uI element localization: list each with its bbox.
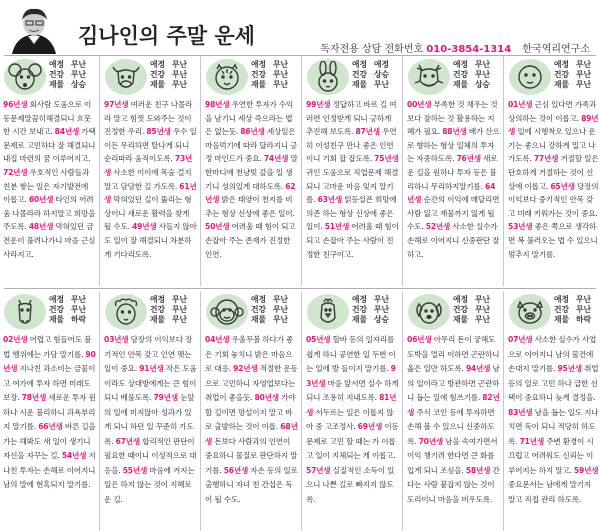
- zodiac-cell-monkey: [202, 291, 300, 531]
- entry-text: 막혀있던 금전운이 풀려나가니 마음 근심 사라지고.: [3, 222, 96, 259]
- label-love: 애정: [453, 60, 469, 69]
- birth-year: 76년생: [456, 154, 481, 164]
- column-divider: [402, 291, 403, 531]
- cell-header: [202, 56, 300, 96]
- cell-header: [505, 56, 600, 96]
- birth-year: 86년생: [240, 127, 265, 137]
- entry-text: 남을 돕는 일도 지나치면 독이 되니 적당히 하도록.: [508, 407, 599, 446]
- birth-year: 73년생: [104, 154, 193, 177]
- label-wealth: 재물: [453, 80, 469, 89]
- birth-year: 07년생: [508, 335, 533, 344]
- zodiac-cell-dragon: [404, 56, 502, 286]
- love-value: 애정: [374, 60, 390, 69]
- wealth-value: 상승: [71, 80, 87, 89]
- fortune-box: [554, 60, 600, 90]
- entry-text: 할바 등의 일자리를 쉽게 하니 공연한 일 두번 이는 일에 방 들이지 말기를.: [306, 335, 396, 373]
- label-health: 건강: [352, 70, 368, 79]
- birth-year: 01년생: [508, 100, 533, 109]
- entry-text: 새로운 투자 원하나 시운 불리하니 과욕부리지 말기를.: [3, 393, 96, 431]
- label-wealth: 재물: [150, 80, 166, 89]
- page-header: [0, 0, 600, 56]
- label-love: 애정: [251, 295, 267, 304]
- fortune-text: [3, 333, 96, 493]
- wealth-value: 무난: [172, 80, 188, 89]
- love-value: 무난: [273, 60, 289, 69]
- zodiac-cell-sheep: [101, 291, 199, 531]
- dog-icon: [408, 294, 450, 330]
- label-health: 건강: [49, 305, 65, 314]
- column-divider: [402, 56, 403, 286]
- label-health: 건강: [49, 70, 65, 79]
- fortune-text: [104, 333, 197, 507]
- label-love: 애정: [352, 295, 368, 304]
- birth-year: 72년생: [3, 167, 28, 177]
- entry-text: 마음에 겨지는 일은 하지 않는 것이 지혜로운 길.: [104, 465, 195, 504]
- birth-year: 55년생: [122, 465, 148, 475]
- zodiac-cell-dog: [404, 291, 502, 531]
- birth-year: 04년생: [205, 335, 230, 344]
- label-health: 건강: [150, 305, 166, 314]
- page-title: 김나인의 주말 운세: [78, 24, 255, 48]
- birth-year: 68년생: [205, 422, 298, 446]
- fortune-box: [150, 60, 197, 90]
- label-wealth: 재물: [251, 80, 267, 89]
- label-love: 애정: [554, 60, 570, 69]
- birth-year: 69년생: [357, 422, 383, 431]
- column-divider: [200, 291, 201, 531]
- cell-header: [101, 56, 199, 96]
- zodiac-cell-rabbit: [303, 56, 401, 286]
- entry-text: 어려울 때 힘이 되고 손잡아 주는 사람이 진정한 친구이고.: [306, 222, 399, 259]
- fortune-box: [49, 295, 96, 325]
- birth-year: 74년생: [263, 154, 289, 164]
- entry-text: 어렵고 힘들어도 불법 행위에는 가담 말기를.: [3, 335, 92, 359]
- contact-line: [320, 40, 590, 55]
- column-divider: [503, 291, 504, 531]
- love-value: 무난: [172, 60, 188, 69]
- entry-text: 간다는 사람 붙잡지 않는 것이 도리이니 마음을 비우도록.: [407, 465, 500, 504]
- label-wealth: 재물: [352, 315, 368, 324]
- author-portrait: [6, 6, 62, 54]
- entry-text: 우연한 투자가 수익을 남기니 세상 즉으라는 법은 없는듯.: [205, 100, 294, 137]
- entry-text: 근심 있다면 가족과 상의하는 것이 이롭고.: [508, 100, 597, 123]
- fortune-box: [554, 295, 600, 325]
- health-value: 무난: [273, 305, 289, 314]
- zodiac-row-1: [0, 56, 600, 286]
- birth-year: 54년생: [61, 451, 87, 460]
- entry-text: 눈앞의 일에 미지않아 성과가 있게 되니 하던 일 꾸준히 가도록.: [104, 393, 195, 446]
- birth-year: 60년생: [28, 195, 54, 205]
- entry-text: 남의 일이라고 방관하면 곤란하니 돕는 일에 힘쓰기를.: [407, 364, 500, 402]
- birth-year: 98년생: [205, 100, 230, 109]
- label-wealth: 재물: [554, 315, 570, 324]
- entry-text: 주식 코인 등에 투자하면 손해 볼 수 있으니 신중하도록.: [407, 407, 495, 446]
- birth-year: 82년생: [407, 393, 500, 417]
- label-love: 애정: [554, 295, 570, 304]
- wealth-value: 하락: [576, 315, 592, 324]
- column-divider: [200, 56, 201, 286]
- birth-year: 94년생: [465, 364, 491, 373]
- entry-text: 얽등설픈 희망에 의존 하는 형상 신상에 좋은 일이.: [306, 195, 397, 232]
- birth-year: 67년생: [115, 436, 141, 446]
- zodiac-cell-ox: [101, 56, 199, 286]
- column-divider: [301, 291, 302, 531]
- entry-text: 취업 등의 일로 고민 하나 급한 선택이 중요하니 늦게 결정을.: [508, 364, 599, 402]
- birth-year: 56년생: [223, 465, 249, 475]
- birth-year: 59년생: [573, 465, 599, 475]
- birth-year: 75년생: [374, 154, 399, 164]
- wealth-value: 무난: [475, 315, 491, 324]
- horse-icon: [4, 294, 46, 330]
- zodiac-cell-pig: [505, 291, 600, 531]
- birth-year: 92년생: [233, 364, 258, 373]
- health-value: 무난: [71, 305, 87, 314]
- label-love: 애정: [150, 295, 166, 304]
- fortune-box: [352, 60, 399, 90]
- birth-year: 06년생: [407, 335, 432, 344]
- entry-text: 배가 산으로 향하는 형상 일체의 투자는 자중하도록.: [407, 127, 500, 164]
- birth-year: 50년생: [205, 222, 230, 232]
- birth-year: 77년생: [533, 154, 559, 164]
- zodiac-cell-rooster: [303, 291, 401, 531]
- entry-text: 이동 문제로 고민 할 때는 가 이롭고 일이 지체되는 게 이롭고.: [306, 422, 399, 460]
- birth-year: 48년생: [28, 222, 54, 232]
- entry-text: 거절할 일은 단호하게 거절하는 것이 신상에 이롭고.: [508, 154, 599, 191]
- cell-header: [303, 291, 401, 331]
- entry-text: 좋은 쪽으로 생각하면 복 불러오는 법 수 있으니 멈추지 말기를.: [508, 222, 598, 259]
- fortune-text: [306, 333, 399, 507]
- entry-text: 가야 할 길이면 망설이지 말고 바로 출발하는 것이 이롭.: [205, 393, 296, 431]
- institute-name: 한국역리연구소: [522, 44, 590, 55]
- fortune-box: [352, 295, 399, 325]
- entry-text: 실질적인 소득이 있으니 나쁜 길로 빠지지 않도록.: [306, 465, 395, 504]
- zodiac-cell-tiger: [202, 56, 300, 286]
- wealth-value: 무난: [576, 80, 592, 89]
- pig-icon: [509, 294, 551, 330]
- entry-text: 밝은 태양이 천지를 비추는 형상 신상에 좋은 일이.: [205, 195, 295, 218]
- entry-text: 바른 길을 가는 해봐도 새 일이 생기니 자신을 자꾸는 길.: [3, 422, 96, 460]
- fortune-text: [407, 333, 500, 507]
- entry-text: 회사람 도움으로 이동문제말끔히해결되니 흐뭇한 시간 보내고.: [3, 100, 92, 137]
- label-health: 건강: [554, 305, 570, 314]
- love-value: 무난: [172, 295, 188, 304]
- entry-text: 돈보다 사람과의 인연이 중요하니 물질로 판단하지 말기를.: [205, 436, 298, 475]
- label-health: 건강: [453, 70, 469, 79]
- label-love: 애정: [49, 60, 65, 69]
- birth-year: 85년생: [146, 127, 171, 137]
- birth-year: 89년생: [508, 113, 599, 137]
- birth-year: 57년생: [306, 465, 331, 475]
- entry-text: 적절한 운동으로 고민하니 자영업보다는 취업이 좋을듯.: [205, 364, 298, 402]
- birth-year: 79년생: [153, 393, 178, 402]
- cell-header: [303, 56, 401, 96]
- birth-year: 05년생: [306, 335, 331, 344]
- zodiac-row-2: [0, 291, 600, 531]
- entry-text: 세상일은 마음먹기에 따라 달라지니 긍정 마인드가 중요.: [205, 127, 298, 164]
- column-divider: [99, 56, 100, 286]
- birth-year: 71년생: [519, 436, 545, 446]
- monkey-icon: [206, 294, 248, 330]
- label-love: 애정: [49, 295, 65, 304]
- birth-year: 99년생: [306, 100, 331, 109]
- column-divider: [99, 291, 100, 531]
- love-value: 무난: [576, 60, 592, 69]
- birth-year: 93년생: [306, 364, 396, 388]
- fortune-text: [205, 333, 298, 507]
- entry-text: 정답하고 바르 길 여러면 인정받게 되니 긍하게 추진해 보도록.: [306, 100, 397, 137]
- fortune-box: [251, 60, 298, 90]
- entry-text: 말 한마디에 천냥빚 갚을 일 생기니 성의있게 대하도록.: [205, 154, 298, 191]
- health-value: 상승: [374, 70, 390, 79]
- entry-text: 사소한 이이에 목숨 걸지 말고 담담한 길 가도록.: [104, 167, 192, 191]
- entry-text: 어려울 때 힘이 되고 손잡아 주는 존재가 진정한 인연.: [205, 222, 296, 259]
- phone-label: 독자전용 상담 전화번호: [320, 44, 424, 55]
- love-value: 무난: [273, 295, 289, 304]
- entry-text: 일에 시행착오 있으나 운기는 좋으니 강하게 밀고 나가도록.: [508, 127, 596, 164]
- birth-year: 66년생: [38, 422, 63, 431]
- phone-number: 010-3854-1314: [426, 44, 512, 55]
- entry-text: 가택문제로 고민하다 잘 해결되니 내집 마련의 꿈 이루어지고.: [3, 127, 96, 164]
- entry-text: 사소한 실수가 손해로 이어지니 신중판단 잘하고.: [407, 222, 500, 259]
- love-value: 무난: [576, 295, 592, 304]
- health-value: 무난: [374, 305, 390, 314]
- label-wealth: 재물: [150, 315, 166, 324]
- label-wealth: 재물: [554, 80, 570, 89]
- entry-text: 자손 등의 일로 출행하니 자녀 친 간섭은 독이 될 수도.: [205, 465, 298, 504]
- entry-text: 지나친 투자는 손해로 이어지니 남의 말에 현혹되지 말기를.: [3, 451, 96, 489]
- entry-text: 막혀있던 길이 뚫리는 형상이니 새로운 활력을 찾게 될 수도.: [104, 195, 192, 232]
- entry-text: 여러운 친구 나몰라라 말고 힘껏 도와주는 것이 진정한 우리.: [104, 100, 193, 137]
- birth-year: 88년생: [442, 127, 467, 137]
- wealth-value: 하락: [71, 315, 87, 324]
- health-value: 무난: [172, 305, 188, 314]
- tiger-icon: [206, 59, 248, 95]
- label-love: 애정: [251, 60, 267, 69]
- rat-icon: [4, 59, 46, 95]
- birth-year: 53년생: [508, 222, 533, 232]
- label-wealth: 재물: [251, 315, 267, 324]
- wealth-value: 무난: [273, 315, 289, 324]
- label-wealth: 재물: [352, 80, 368, 89]
- fortune-box: [453, 295, 500, 325]
- health-value: 무난: [273, 70, 289, 79]
- health-value: 무난: [71, 70, 87, 79]
- entry-text: 서두르는 일은 이롭지 않아 중 고조정사.: [306, 407, 394, 431]
- ox-icon: [105, 59, 147, 95]
- birth-year: 80년생: [254, 393, 279, 402]
- birth-year: 03년생: [104, 335, 129, 344]
- label-wealth: 재물: [453, 315, 469, 324]
- birth-year: 58년생: [465, 465, 491, 475]
- rabbit-icon: [307, 59, 349, 95]
- fortune-box: [251, 295, 298, 325]
- birth-year: 62년생: [205, 181, 296, 205]
- health-value: 무난: [475, 70, 491, 79]
- birth-year: 87년생: [355, 127, 380, 137]
- birth-year: 91년생: [139, 364, 164, 373]
- birth-year: 02년생: [3, 335, 28, 344]
- zodiac-cell-horse: [0, 291, 98, 531]
- fortune-text: [508, 333, 600, 507]
- label-love: 애정: [150, 60, 166, 69]
- entry-text: 사들지 않아도 일이 잘 해결되니 차분하게 기다리도록.: [104, 222, 197, 259]
- birth-year: 49년생: [132, 222, 157, 232]
- entry-text: 담장의 이익보다 장기적인 안목 갖고 인연 맺는 일이 중요.: [104, 335, 193, 373]
- birth-year: 65년생: [550, 181, 575, 191]
- row-divider: [4, 288, 596, 289]
- wealth-value: 무난: [374, 80, 390, 89]
- entry-text: 중요문서는 남에게 말기지 말고 직접 관리 하도록.: [508, 480, 591, 504]
- cell-header: [202, 291, 300, 331]
- label-health: 건강: [453, 305, 469, 314]
- entry-text: 사소한 실수가 사업으로 이어지니 남의 물건에 손대지 말기를.: [508, 335, 597, 373]
- birth-year: 61년생: [104, 181, 197, 205]
- entry-text: 우울무볼 하다가 좋은 기회 놓치니 밝은 마음으로 대응.: [205, 335, 294, 373]
- cell-header: [0, 56, 98, 96]
- cell-header: [404, 291, 502, 331]
- cell-header: [404, 56, 502, 96]
- love-value: 무난: [71, 295, 87, 304]
- entry-text: 지나친 과소비는 금물이고 여가에 투자 하면 미래도 보장.: [3, 364, 96, 402]
- fortune-text: [508, 98, 600, 261]
- cell-header: [0, 291, 98, 331]
- entry-text: 우연히 이성친구 만나 좋은 인연이니 기회 잡 잡도록.: [306, 127, 397, 164]
- fortune-text: [306, 98, 399, 261]
- fortune-box: [49, 60, 96, 90]
- snake-icon: [509, 59, 551, 95]
- love-value: 무난: [475, 295, 491, 304]
- birth-year: 78년생: [21, 393, 47, 402]
- zodiac-cell-snake: [505, 56, 600, 286]
- label-wealth: 재물: [49, 80, 65, 89]
- birth-year: 90년생: [3, 349, 96, 373]
- entry-text: 당장의 이익보다 중기적인 안목 갖고 미래 키워가는 것이 중요.: [508, 181, 599, 218]
- column-divider: [301, 56, 302, 286]
- birth-year: 00년생: [407, 100, 432, 109]
- label-love: 애정: [352, 60, 368, 69]
- birth-year: 95년생: [557, 364, 582, 373]
- entry-text: 귀인 도움으로 직업문제 해결되니 고마운 마음 잊지 말기를.: [306, 167, 399, 205]
- entry-text: 아무리 돈이 궁해도 도박을 멀리 이하면 곤란하니 옳은 일만 하도록.: [407, 335, 500, 373]
- birth-year: 97년생: [104, 100, 129, 109]
- zodiac-cell-rat: [0, 56, 98, 286]
- love-value: 무난: [71, 60, 87, 69]
- cell-header: [101, 291, 199, 331]
- entry-text: 남을 속여가면서 이익 챙기려 한다면 큰 화를 입게 되니 조심을.: [407, 436, 498, 475]
- entry-text: 작은 도움이라도 상대방에게는 큰 힘이 되니 베풀도록.: [104, 364, 197, 402]
- health-value: 무난: [576, 305, 592, 314]
- wealth-value: 무난: [273, 80, 289, 89]
- entry-text: 새로운 길을 원하나 투자 등은 불리하니 무리하지말기를.: [407, 154, 498, 191]
- cell-header: [505, 291, 600, 331]
- rooster-icon: [307, 294, 349, 330]
- fortune-text: [3, 98, 96, 261]
- birth-year: 83년생: [508, 407, 533, 417]
- label-health: 건강: [150, 70, 166, 79]
- love-value: 무난: [475, 60, 491, 69]
- label-health: 건강: [251, 70, 267, 79]
- birth-year: 52년생: [425, 222, 451, 232]
- entry-text: 타인의 어려움 나몰라라 하지말고 희망을 주도록.: [3, 195, 96, 232]
- fortune-text: [104, 98, 197, 261]
- entry-text: 우호적인 사람들과 친분 쌓는 일은 자기발전에 이롭고.: [3, 167, 89, 205]
- label-health: 건강: [352, 305, 368, 314]
- birth-year: 64년생: [407, 181, 496, 205]
- entry-text: 순간의 이익에 매달리면 사람 잃고 재물까지 잃게 될 수도.: [407, 195, 500, 232]
- label-health: 건강: [554, 70, 570, 79]
- label-wealth: 재물: [49, 315, 65, 324]
- entry-text: 우수 일이든 무리하면 탈나게 되니 순리따라 움직이도록.: [104, 127, 197, 164]
- dragon-icon: [408, 59, 450, 95]
- wealth-value: 상승: [374, 315, 390, 324]
- entry-text: 부족한 것 채우는 것보다 잘하는 것 활용하는 지혜가 필요.: [407, 100, 498, 137]
- love-value: 무난: [374, 295, 390, 304]
- fortune-text: [205, 98, 298, 261]
- wealth-value: 상승: [475, 80, 491, 89]
- label-love: 애정: [453, 295, 469, 304]
- birth-year: 96년생: [3, 100, 28, 109]
- fortune-text: [407, 98, 500, 261]
- birth-year: 84년생: [54, 127, 80, 137]
- entry-text: 합리적인 판단이 필요한 때이니 이성적으로 대응을.: [104, 436, 197, 475]
- column-divider: [503, 56, 504, 286]
- fortune-box: [150, 295, 197, 325]
- birth-year: 51년생: [324, 222, 350, 232]
- sheep-icon: [105, 294, 147, 330]
- birth-year: 70년생: [418, 436, 444, 446]
- label-health: 건강: [251, 305, 267, 314]
- wealth-value: 무난: [172, 315, 188, 324]
- health-value: 무난: [475, 305, 491, 314]
- health-value: 무난: [172, 70, 188, 79]
- entry-text: 마음 앞서면 실수 하게 되니 조용히 지내도록.: [306, 378, 399, 402]
- fortune-box: [453, 60, 500, 90]
- health-value: 무난: [576, 70, 592, 79]
- birth-year: 63년생: [317, 195, 343, 205]
- birth-year: 81년생: [306, 393, 397, 417]
- entry-text: 주변 환경이 시끄럽고 어려워도 신뢰는 이루어지는 하지 말고.: [508, 436, 594, 475]
